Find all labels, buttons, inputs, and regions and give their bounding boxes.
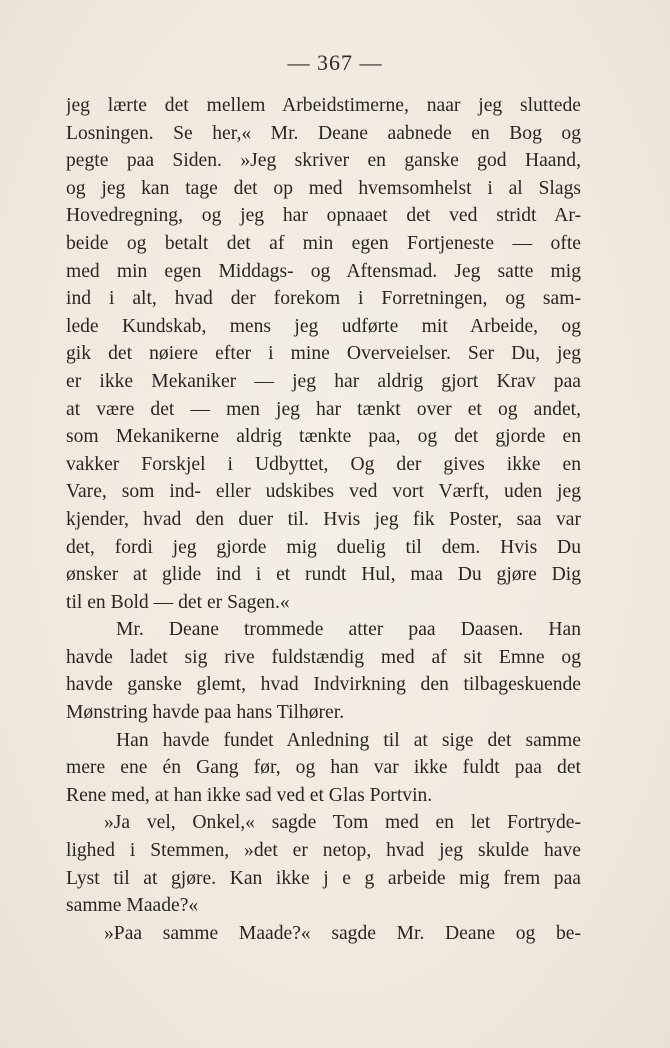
text-line: Mønstring havde paa hans Tilhører. bbox=[66, 702, 345, 724]
text-line: samme Maade?« bbox=[66, 895, 199, 917]
text-line: havde ladet sig rive fuldstændig med af sit Emne og bbox=[66, 646, 581, 668]
text-line: beide og betalt det af min egen Fortjeneste — ofte bbox=[66, 232, 581, 254]
text-line: lighed i Stemmen, »det er netop, hvad jeg skulde have bbox=[66, 840, 581, 862]
text-line: er ikke Mekaniker — jeg har aldrig gjort Krav paa bbox=[66, 370, 581, 392]
paragraph bbox=[66, 809, 581, 919]
text-line: Mr. Deane trommede atter paa Daasen. Han bbox=[116, 619, 581, 641]
text-line: Lyst til at gjøre. Kan ikke j e g arbeide mig frem paa bbox=[66, 867, 581, 889]
text-line: gik det nøiere efter i mine Overveielser. Ser Du, jeg bbox=[66, 343, 581, 365]
text-line: »Paa samme Maade?« sagde Mr. Deane og be- bbox=[104, 922, 581, 944]
text-line: jeg lærte det mellem Arbeidstimerne, naar jeg sluttede bbox=[66, 95, 581, 116]
text-line: havde ganske glemt, hvad Indvirkning den tilbageskuende bbox=[66, 674, 581, 696]
text-line: Rene med, at han ikke sad ved et Glas Portvin. bbox=[66, 784, 433, 806]
paragraph bbox=[66, 92, 581, 616]
text-line: som Mekanikerne aldrig tænkte paa, og det gjorde en bbox=[66, 426, 581, 448]
text-line: mere ene én Gang før, og han var ikke fuldt paa det bbox=[66, 757, 581, 779]
text-line: vakker Forskjel i Udbyttet, Og der gives ikke en bbox=[66, 453, 581, 475]
text-line: ønsker at glide ind i et rundt Hul, maa Du gjøre Dig bbox=[66, 564, 581, 586]
paragraph bbox=[66, 920, 581, 948]
text-line: og jeg kan tage det op med hvemsomhelst i al Slags bbox=[66, 177, 581, 199]
text-line: lede Kundskab, mens jeg udførte mit Arbeide, og bbox=[66, 315, 581, 337]
page-number: — 367 — bbox=[287, 50, 383, 75]
text-line: »Ja vel, Onkel,« sagde Tom med en let Fortryde- bbox=[104, 812, 581, 834]
text-line: Vare, som ind- eller udskibes ved vort Værft, uden jeg bbox=[66, 481, 581, 503]
paragraph bbox=[66, 727, 581, 810]
text-line: Hovedregning, og jeg har opnaaet det ved stridt Ar- bbox=[66, 205, 581, 227]
text-line: det, fordi jeg gjorde mig duelig til dem. Hvis Du bbox=[66, 536, 581, 558]
text-line: til en Bold — det er Sagen.« bbox=[66, 591, 290, 613]
text-body bbox=[66, 92, 581, 947]
paragraph bbox=[66, 616, 581, 726]
text-line: ind i alt, hvad der forekom i Forretningen, og sam- bbox=[66, 288, 581, 310]
text-line: kjender, hvad den duer til. Hvis jeg fik Poster, saa var bbox=[66, 508, 581, 530]
text-line: pegte paa Siden. »Jeg skriver en ganske god Haand, bbox=[66, 150, 581, 172]
text-line: Losningen. Se her,« Mr. Deane aabnede en Bog og bbox=[66, 122, 581, 144]
text-line: med min egen Middags- og Aftensmad. Jeg satte mig bbox=[66, 260, 581, 282]
text-line: at være det — men jeg har tænkt over et og andet, bbox=[66, 398, 581, 420]
text-line: Han havde fundet Anledning til at sige det samme bbox=[116, 729, 581, 751]
